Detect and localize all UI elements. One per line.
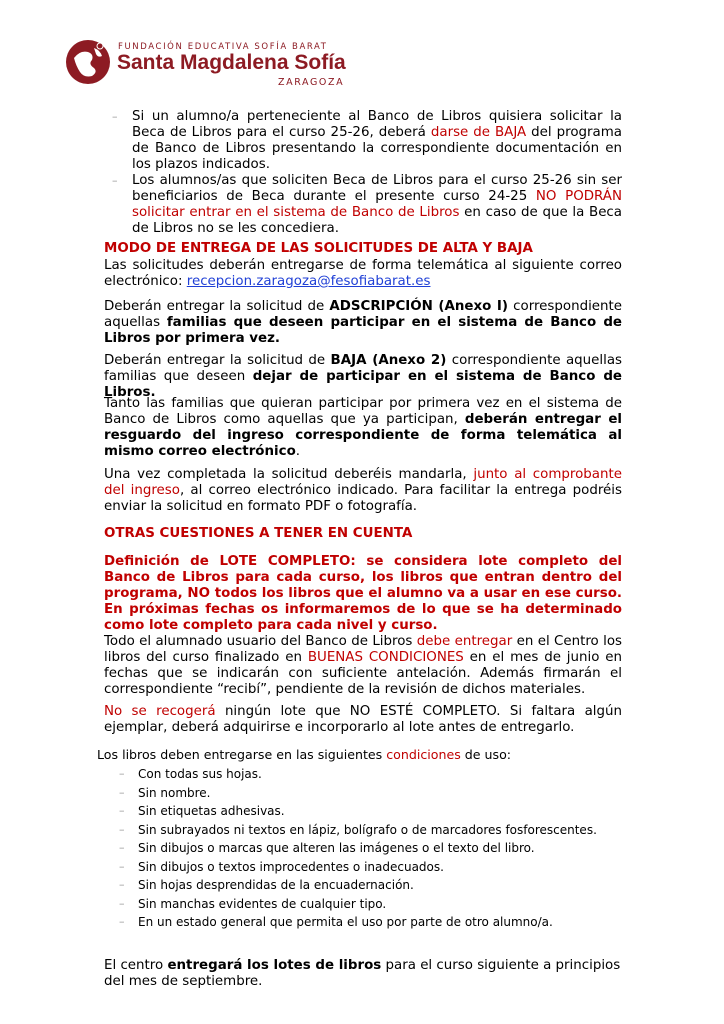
org-name-main: Santa Magdalena Sofía [117, 51, 346, 74]
globe-logo-icon [64, 38, 112, 86]
conditions-intro: Los libros deben entregarse en las siguientes condiciones de uso: [97, 747, 512, 762]
send-paragraph: Una vez completada la solicitud deberéis mandarla, junto al comprobante del ingreso, al correo electrónico indicado. Para facilitar la entrega podréis enviar la solicitud en formato PDF o fotografía. [104, 467, 622, 514]
section-heading-delivery: MODO DE ENTREGA DE LAS SOLICITUDES DE ALTA Y BAJA [104, 241, 533, 256]
email-link[interactable]: recepcion.zaragoza@fesofiabarat.es [186, 274, 431, 289]
section-heading-other: OTRAS CUESTIONES A TENER EN CUENTA [104, 526, 413, 541]
resguardo-paragraph: Tanto las familias que quieran participar por primera vez en el sistema de Banco de Libros como aquellas que ya participan, deberán entregar el resguardo del ingreso correspondiente de forma telemática al mismo correo electrónico. [104, 396, 622, 459]
conditions-list [101, 765, 621, 932]
closing-paragraph: El centro entregará los lotes de libros para el curso siguiente a principios del mes de septiembre. [104, 958, 621, 989]
list-item: – Con todas sus hojas. [101, 765, 621, 784]
list-item: – Sin subrayados ni textos en lápiz, bolígrafo o de marcadores fosforescentes. [101, 821, 621, 840]
header-logo [64, 38, 346, 90]
list-item: – Sin dibujos o textos improcedentes o inadecuados. [101, 858, 621, 877]
org-city: ZARAGOZA [278, 77, 345, 88]
list-item: – Si un alumno/a perteneciente al Banco de Libros quisiera solicitar la Beca de Libros para el curso 25-26, deberá darse de BAJA del programa de Banco de Libros presentando la correspondiente documentación en los plazos indicados. [104, 109, 622, 173]
return-paragraph: Todo el alumnado usuario del Banco de Libros debe entregar en el Centro los libros del curso finalizado en BUENAS CONDICIONES en el mes de junio en fechas que se indicarán con suficiente antelación. Además firmarán el correspondiente “recibí”, pendiente de la revisión de dichos materiales. [104, 634, 623, 697]
lote-completo-definition: Definición de LOTE COMPLETO: se considera lote completo del Banco de Libros para cada curso, los libros que entran dentro del programa, NO todos los libros que el alumno va a usar en ese curso. En próximas fechas os informaremos de lo que se ha determinado como lote completo para cada nivel y curso. [104, 554, 622, 633]
list-item: – Sin manchas evidentes de cualquier tipo. [101, 895, 621, 914]
list-item: – Los alumnos/as que soliciten Beca de Libros para el curso 25-26 sin ser beneficiarios de Beca durante el presente curso 24-25 NO PODRÁN solicitar entrar en el sistema de Banco de Libros en caso de que la Beca de Libros no se les concediera. [104, 173, 622, 237]
incomplete-paragraph: No se recogerá ningún lote que NO ESTÉ COMPLETO. Si faltara algún ejemplar, deberá adquirirse e incorporarlo al lote antes de entregarlo. [104, 704, 622, 735]
list-item: – Sin dibujos o marcas que alteren las imágenes o el texto del libro. [101, 839, 621, 858]
list-item: – En un estado general que permita el uso por parte de otro alumno/a. [101, 913, 621, 932]
list-item: – Sin nombre. [101, 784, 621, 803]
list-item: – Sin etiquetas adhesivas. [101, 802, 621, 821]
adscripcion-paragraph: Deberán entregar la solicitud de ADSCRIPCIÓN (Anexo I) correspondiente aquellas familias que deseen participar en el sistema de Banco de Libros por primera vez. [104, 299, 623, 346]
baja-paragraph: Deberán entregar la solicitud de BAJA (Anexo 2) correspondiente aquellas familias que deseen dejar de participar en el sistema de Banco de Libros. [104, 353, 622, 400]
org-name-small: FUNDACIÓN EDUCATIVA SOFÍA BARAT [118, 42, 328, 52]
delivery-paragraph: Las solicitudes deberán entregarse de forma telemática al siguiente correo electrónico: recepcion.zaragoza@fesofiabarat.es [104, 258, 622, 289]
intro-bullet-list [104, 109, 622, 237]
list-item: – Sin hojas desprendidas de la encuadernación. [101, 876, 621, 895]
